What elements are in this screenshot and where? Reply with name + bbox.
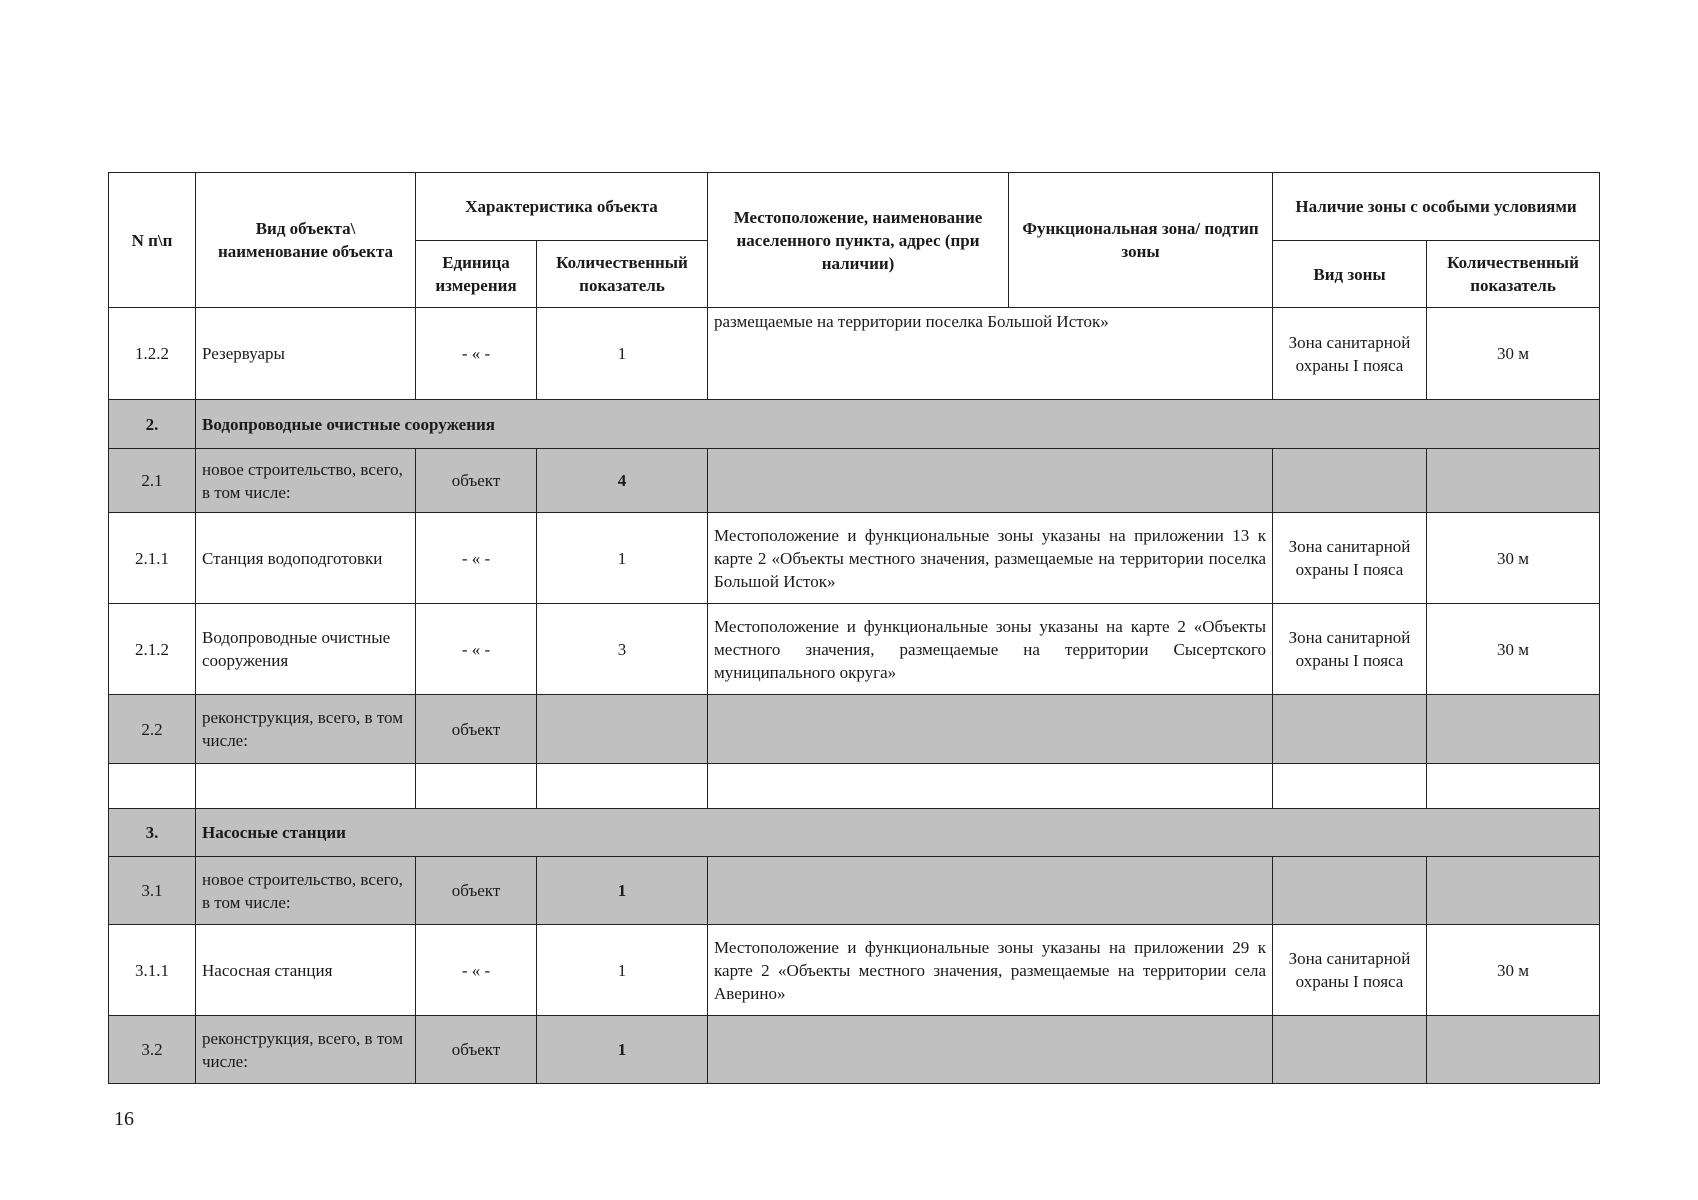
row-unit: - « - <box>416 513 537 604</box>
section-row <box>109 400 1600 449</box>
row-name: реконструкция, всего, в том числе: <box>196 1016 416 1084</box>
table-row <box>109 857 1600 925</box>
row-name: новое строительство, всего, в том числе: <box>196 449 416 513</box>
row-location: размещаемые на территории поселка Большой Исток» <box>708 308 1273 400</box>
row-name: Насосная станция <box>196 925 416 1016</box>
row-unit: объект <box>416 695 537 764</box>
row-unit: - « - <box>416 308 537 400</box>
header-zone-quantity: Количественный показатель <box>1427 241 1600 308</box>
row-location: Местоположение и функциональные зоны указаны на приложении 13 к карте 2 «Объекты местного значения, размещаемые на территории поселка Большой Исток» <box>708 513 1273 604</box>
row-zone-type: Зона санитарной охраны I пояса <box>1273 925 1427 1016</box>
header-special-zone: Наличие зоны с особыми условиями <box>1273 173 1600 241</box>
row-location: Местоположение и функциональные зоны указаны на приложении 29 к карте 2 «Объекты местного значения, размещаемые на территории села Аверино» <box>708 925 1273 1016</box>
row-zone-quantity: 30 м <box>1427 308 1600 400</box>
row-quantity: 1 <box>537 513 708 604</box>
row-number: 2.1 <box>109 449 196 513</box>
header-characteristic: Характеристика объекта <box>416 173 708 241</box>
row-zone-quantity <box>1427 695 1600 764</box>
section-row <box>109 809 1600 857</box>
row-number: 3.1 <box>109 857 196 925</box>
row-number: 2.1.2 <box>109 604 196 695</box>
table-row <box>109 695 1600 764</box>
empty-row <box>109 764 1600 809</box>
row-name: новое строительство, всего, в том числе: <box>196 857 416 925</box>
row-quantity: 3 <box>537 604 708 695</box>
row-number: 3.2 <box>109 1016 196 1084</box>
row-location <box>708 695 1273 764</box>
row-unit: объект <box>416 449 537 513</box>
section-title: Насосные станции <box>196 809 1600 857</box>
header-zone-type: Вид зоны <box>1273 241 1427 308</box>
table-row <box>109 925 1600 1016</box>
row-name: реконструкция, всего, в том числе: <box>196 695 416 764</box>
row-zone-quantity <box>1427 857 1600 925</box>
row-quantity: 1 <box>537 925 708 1016</box>
row-zone-type <box>1273 857 1427 925</box>
row-location <box>708 857 1273 925</box>
row-zone-type: Зона санитарной охраны I пояса <box>1273 308 1427 400</box>
objects-table <box>108 172 1600 1084</box>
row-zone-type <box>1273 1016 1427 1084</box>
table-row <box>109 513 1600 604</box>
section-title: Водопроводные очистные сооружения <box>196 400 1600 449</box>
row-zone-quantity <box>1427 449 1600 513</box>
row-unit: объект <box>416 1016 537 1084</box>
row-name: Резервуары <box>196 308 416 400</box>
row-location <box>708 449 1273 513</box>
row-name: Водопроводные очистные сооружения <box>196 604 416 695</box>
header-unit: Единица измерения <box>416 241 537 308</box>
row-number: 2.1.1 <box>109 513 196 604</box>
header-location: Местоположение, наименование населенного пункта, адрес (при наличии) <box>708 173 1009 308</box>
row-location: Местоположение и функциональные зоны указаны на карте 2 «Объекты местного значения, размещаемые на территории Сысертского муниципального округа» <box>708 604 1273 695</box>
section-number: 3. <box>109 809 196 857</box>
header-quantity: Количественный показатель <box>537 241 708 308</box>
header-func-zone: Функциональная зона/ подтип зоны <box>1009 173 1273 308</box>
row-quantity: 1 <box>537 857 708 925</box>
row-zone-quantity: 30 м <box>1427 513 1600 604</box>
table-row <box>109 604 1600 695</box>
table-row <box>109 308 1600 400</box>
row-number: 3.1.1 <box>109 925 196 1016</box>
row-unit: - « - <box>416 604 537 695</box>
row-unit: объект <box>416 857 537 925</box>
row-location <box>708 1016 1273 1084</box>
row-quantity <box>537 695 708 764</box>
header-row <box>109 173 1600 241</box>
row-quantity: 4 <box>537 449 708 513</box>
header-type: Вид объекта\ наименование объекта <box>196 173 416 308</box>
row-name: Станция водоподготовки <box>196 513 416 604</box>
table-row <box>109 449 1600 513</box>
row-quantity: 1 <box>537 308 708 400</box>
row-number: 2.2 <box>109 695 196 764</box>
row-quantity: 1 <box>537 1016 708 1084</box>
row-zone-quantity: 30 м <box>1427 925 1600 1016</box>
header-n: N п\п <box>109 173 196 308</box>
row-zone-quantity <box>1427 1016 1600 1084</box>
row-zone-type: Зона санитарной охраны I пояса <box>1273 604 1427 695</box>
table-row <box>109 1016 1600 1084</box>
row-zone-type <box>1273 695 1427 764</box>
row-zone-quantity: 30 м <box>1427 604 1600 695</box>
row-zone-type <box>1273 449 1427 513</box>
row-zone-type: Зона санитарной охраны I пояса <box>1273 513 1427 604</box>
row-unit: - « - <box>416 925 537 1016</box>
row-number: 1.2.2 <box>109 308 196 400</box>
section-number: 2. <box>109 400 196 449</box>
page-number: 16 <box>114 1108 134 1130</box>
